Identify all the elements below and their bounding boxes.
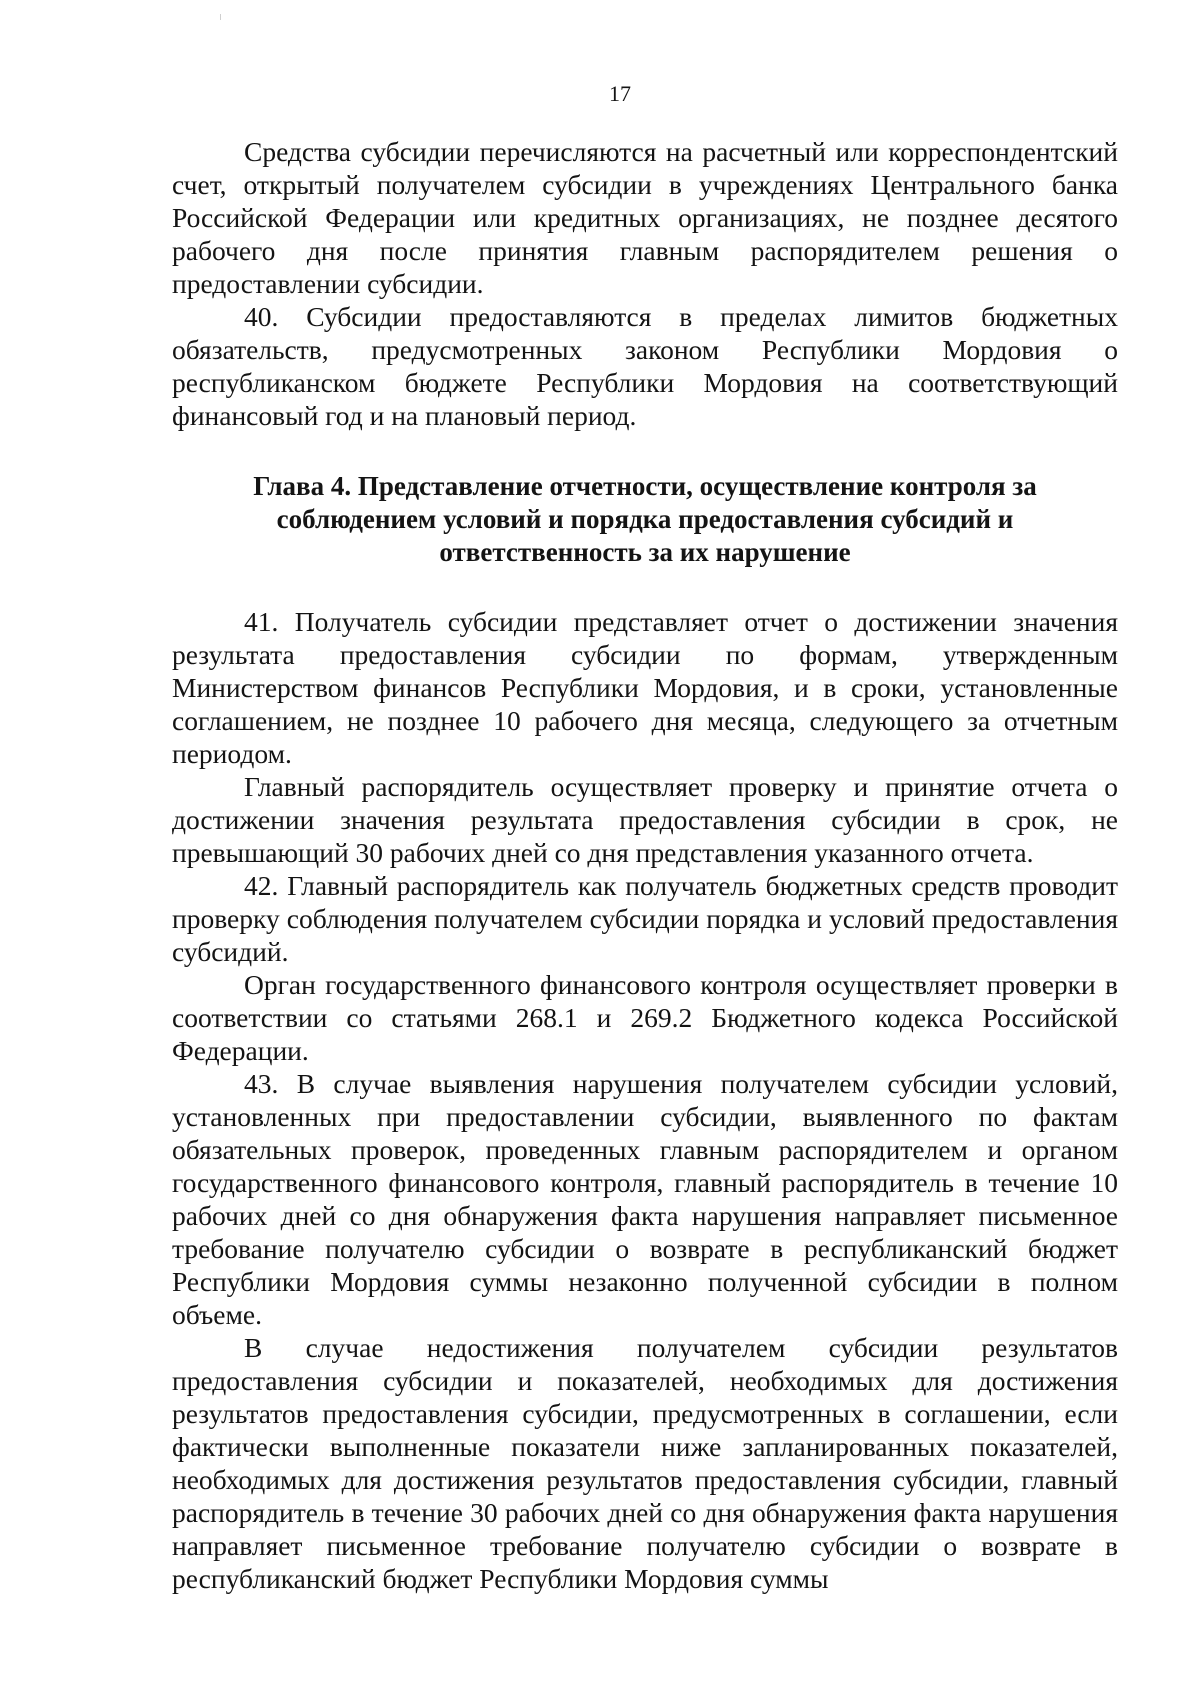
chapter-heading (172, 470, 1118, 569)
paragraph-non-achievement: В случае недостижения получателем субсидии результатов предоставления субсидии и показателей, необходимых для достижения результатов предоставления субсидии, предусмотренных в соглашении, если фактически выполненные показатели ниже запланированных показателей, необходимых для достижения результатов предоставления субсидии, главный распорядитель в течение 30 рабочих дней со дня обнаружения факта нарушения направляет письменное требование получателю субсидии о возврате в республиканский бюджет Республики Мордовия суммы (172, 1332, 1118, 1594)
paragraph-43: 43. В случае выявления нарушения получателем субсидии условий, установленных при предоставлении субсидии, выявленного по фактам обязательных проверок, проведенных главным распорядителем и органом государственного финансового контроля, главный распорядитель в течение 10 рабочих дней со дня обнаружения факта нарушения направляет письменное требование получателю субсидии о возврате в республиканский бюджет Республики Мордовия суммы незаконно полученной субсидии в полном объеме. (172, 1068, 1118, 1330)
paragraph-40: 40. Субсидии предоставляются в пределах лимитов бюджетных обязательств, предусмотренных законом Республики Мордовия о республиканском бюджете Республики Мордовия на соответствующий финансовый год и на плановый период. (172, 301, 1118, 431)
document-body (172, 135, 1118, 1595)
paragraph-report-check: Главный распорядитель осуществляет проверку и принятие отчета о достижении значения результата предоставления субсидии в срок, не превышающий 30 рабочих дней со дня представления указанного отчета. (172, 771, 1118, 868)
paragraph-subsidy-transfer: Средства субсидии перечисляются на расчетный или корреспондентский счет, открытый получателем субсидии в учреждениях Центрального банка Российской Федерации или кредитных организациях, не позднее десятого рабочего дня после принятия главным распорядителем решения о предоставлении субсидии. (172, 136, 1118, 299)
paragraph-financial-control: Орган государственного финансового контроля осуществляет проверки в соответствии со статьями 268.1 и 269.2 Бюджетного кодекса Российской Федерации. (172, 969, 1118, 1066)
scan-mark (220, 14, 221, 20)
chapter-heading-line: ответственность за их нарушение (439, 537, 851, 567)
chapter-heading-line: соблюдением условий и порядка предоставления субсидий и (276, 504, 1014, 534)
paragraph-42: 42. Главный распорядитель как получатель бюджетных средств проводит проверку соблюдения получателем субсидии порядка и условий предоставления субсидий. (172, 870, 1118, 967)
paragraph-41: 41. Получатель субсидии представляет отчет о достижении значения результата предоставления субсидии по формам, утвержденным Министерством финансов Республики Мордовия, и в сроки, установленные соглашением, не позднее 10 рабочего дня месяца, следующего за отчетным периодом. (172, 606, 1118, 769)
chapter-heading-line: Глава 4. Представление отчетности, осуществление контроля за (253, 471, 1037, 501)
page-number: 17 (609, 81, 631, 106)
